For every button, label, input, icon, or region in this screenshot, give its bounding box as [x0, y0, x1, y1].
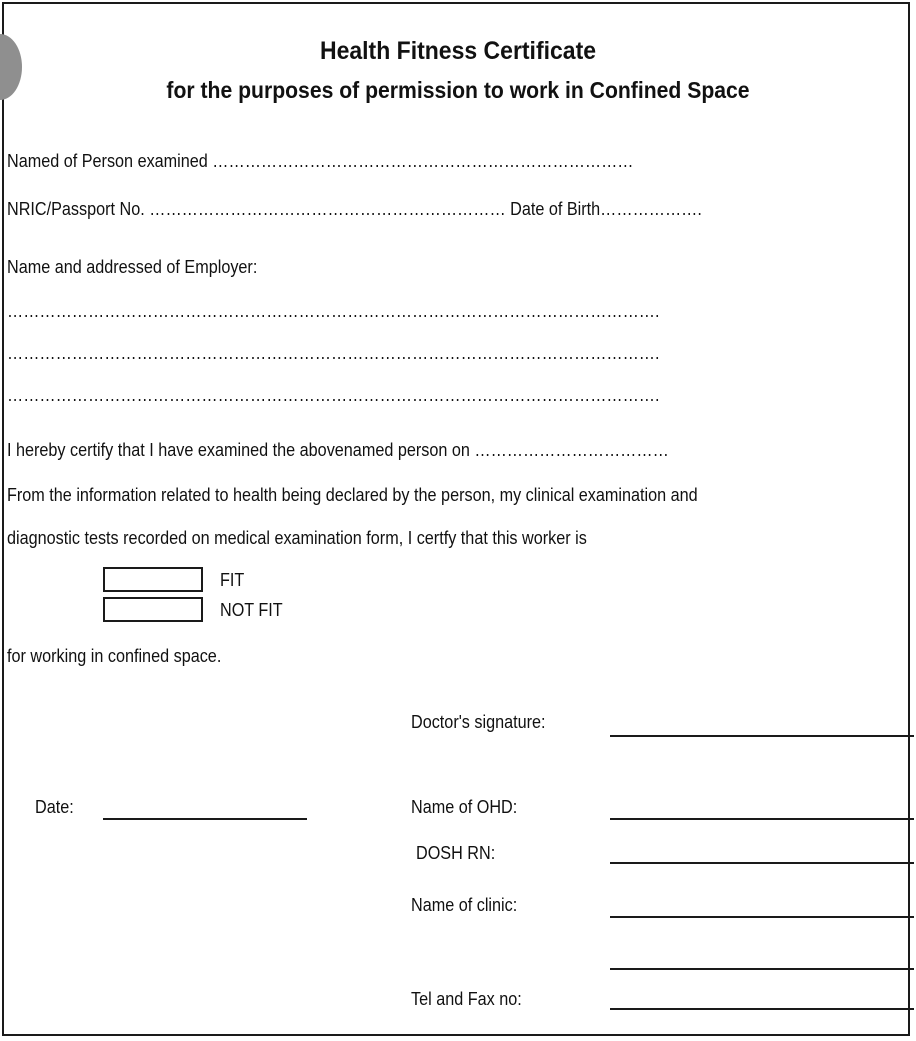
certificate-subtitle: for the purposes of permission to work in Confined Space	[166, 77, 750, 103]
clinic-address-line[interactable]	[610, 968, 914, 970]
doctor-signature-label: Doctor's signature:	[411, 712, 546, 732]
tel-fax-label: Tel and Fax no:	[411, 989, 522, 1009]
certify-statement: I hereby certify that I have examined the abovenamed person on ………………………………	[7, 440, 669, 460]
not-fit-checkbox[interactable]	[103, 597, 203, 622]
ohd-name-label: Name of OHD:	[411, 797, 518, 817]
tel-fax-line[interactable]	[610, 1008, 914, 1010]
dosh-rn-label: DOSH RN:	[416, 843, 496, 863]
not-fit-label: NOT FIT	[220, 600, 283, 620]
ohd-name-line[interactable]	[610, 818, 914, 820]
nric-dob-field: NRIC/Passport No. ………………………………………………………… Date of Birth……………….	[7, 199, 702, 219]
doctor-signature-line[interactable]	[610, 735, 914, 737]
certificate-title: Health Fitness Certificate	[319, 37, 597, 65]
fit-checkbox[interactable]	[103, 567, 203, 592]
date-label: Date:	[35, 797, 74, 817]
dosh-rn-line[interactable]	[610, 862, 914, 864]
clinic-name-label: Name of clinic:	[411, 895, 518, 915]
confined-space-statement: for working in confined space.	[7, 646, 222, 666]
clinic-name-line[interactable]	[610, 916, 914, 918]
employer-address-line-1: ………………………………………………………………………………………………………….	[7, 301, 660, 321]
employer-label: Name and addressed of Employer:	[7, 257, 258, 277]
employer-address-line-2: ………………………………………………………………………………………………………….	[7, 343, 660, 363]
person-name-field: Named of Person examined ……………………………………………………………………	[7, 151, 634, 171]
date-line[interactable]	[103, 818, 307, 820]
employer-address-line-3: ………………………………………………………………………………………………………….	[7, 385, 660, 405]
diagnostic-statement: diagnostic tests recorded on medical examination form, I certfy that this worker is	[7, 528, 587, 548]
info-statement: From the information related to health being declared by the person, my clinical examination and	[7, 485, 698, 505]
fit-label: FIT	[220, 570, 245, 590]
